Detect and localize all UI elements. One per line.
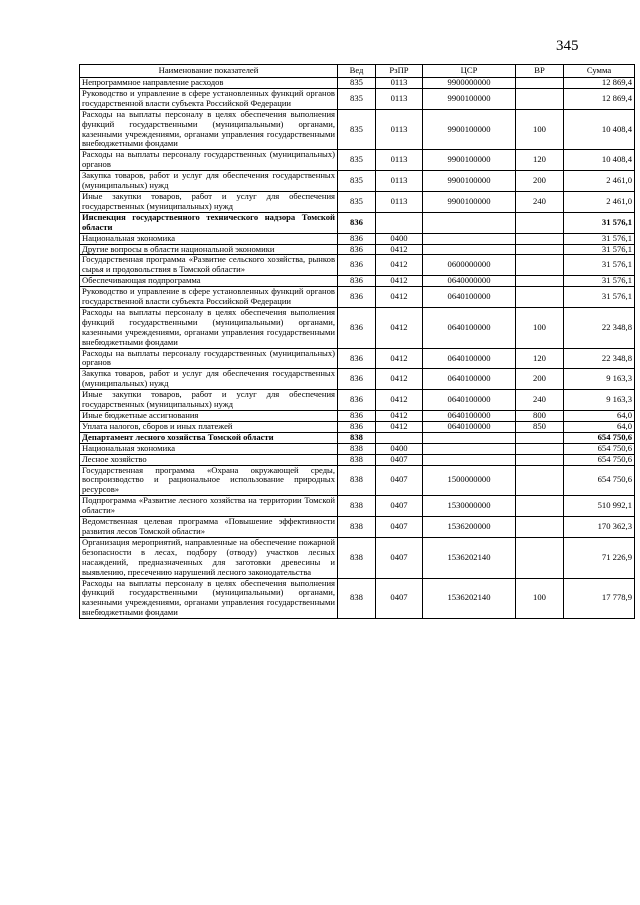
column-header-name: Наименование показателей — [80, 65, 338, 78]
cell-csr: 1536202140 — [423, 578, 516, 619]
column-header-vr: ВР — [516, 65, 564, 78]
cell-vr: 240 — [516, 390, 564, 411]
cell-vr — [516, 465, 564, 496]
cell-ved: 838 — [338, 443, 376, 454]
page-number: 345 — [556, 38, 579, 54]
cell-vr — [516, 212, 564, 233]
table-row — [80, 276, 635, 287]
table-row — [80, 348, 635, 369]
cell-ved: 835 — [338, 171, 376, 192]
cell-ved: 836 — [338, 233, 376, 244]
cell-vr — [516, 276, 564, 287]
cell-vr — [516, 255, 564, 276]
cell-ved: 836 — [338, 287, 376, 308]
table-row — [80, 421, 635, 432]
cell-rzpr: 0113 — [376, 78, 423, 89]
cell-csr: 9900100000 — [423, 88, 516, 109]
cell-vr: 200 — [516, 369, 564, 390]
cell-name: Иные закупки товаров, работ и услуг для обеспечения государственных (муниципальных) нужд — [80, 390, 338, 411]
cell-name: Национальная экономика — [80, 233, 338, 244]
cell-vr: 240 — [516, 191, 564, 212]
cell-vr — [516, 517, 564, 538]
cell-name: Другие вопросы в области национальной экономики — [80, 244, 338, 255]
cell-ved: 836 — [338, 421, 376, 432]
cell-ved: 836 — [338, 212, 376, 233]
cell-rzpr: 0412 — [376, 307, 423, 348]
cell-ved: 836 — [338, 276, 376, 287]
cell-rzpr: 0412 — [376, 411, 423, 422]
cell-sum: 2 461,0 — [564, 171, 635, 192]
cell-rzpr: 0407 — [376, 496, 423, 517]
cell-sum: 31 576,1 — [564, 233, 635, 244]
cell-sum: 31 576,1 — [564, 287, 635, 308]
cell-rzpr: 0407 — [376, 465, 423, 496]
cell-name: Департамент лесного хозяйства Томской области — [80, 432, 338, 443]
cell-name: Государственная программа «Охрана окружающей среды, воспроизводство и рациональное использование природных ресурсов» — [80, 465, 338, 496]
cell-sum: 31 576,1 — [564, 244, 635, 255]
cell-vr: 850 — [516, 421, 564, 432]
cell-csr: 9900000000 — [423, 78, 516, 89]
cell-ved: 838 — [338, 496, 376, 517]
table-row — [80, 454, 635, 465]
cell-csr: 0640100000 — [423, 369, 516, 390]
cell-csr — [423, 244, 516, 255]
cell-rzpr: 0113 — [376, 88, 423, 109]
cell-ved: 835 — [338, 78, 376, 89]
cell-ved: 835 — [338, 191, 376, 212]
cell-rzpr: 0113 — [376, 150, 423, 171]
cell-sum: 17 778,9 — [564, 578, 635, 619]
cell-name: Руководство и управление в сфере установленных функций органов государственной власти субъекта Российской Федерации — [80, 287, 338, 308]
cell-vr — [516, 496, 564, 517]
cell-rzpr — [376, 212, 423, 233]
table-row — [80, 255, 635, 276]
cell-rzpr: 0412 — [376, 276, 423, 287]
cell-name: Расходы на выплаты персоналу в целях обеспечения выполнения функций государственными (муниципальными) органами, казенными учреждениями, органами управления государственными внебюджетными фондами — [80, 109, 338, 150]
cell-csr: 0640100000 — [423, 348, 516, 369]
cell-name: Инспекция государственного технического надзора Томской области — [80, 212, 338, 233]
cell-ved: 836 — [338, 411, 376, 422]
table-row — [80, 88, 635, 109]
cell-csr: 0640100000 — [423, 287, 516, 308]
cell-rzpr: 0412 — [376, 255, 423, 276]
table-body — [80, 78, 635, 619]
cell-name: Руководство и управление в сфере установленных функций органов государственной власти субъекта Российской Федерации — [80, 88, 338, 109]
cell-rzpr: 0400 — [376, 443, 423, 454]
cell-vr — [516, 537, 564, 578]
cell-csr: 0640000000 — [423, 276, 516, 287]
cell-ved: 836 — [338, 244, 376, 255]
cell-sum: 31 576,1 — [564, 276, 635, 287]
cell-csr — [423, 212, 516, 233]
cell-sum: 654 750,6 — [564, 465, 635, 496]
cell-vr — [516, 78, 564, 89]
cell-name: Расходы на выплаты персоналу в целях обеспечения выполнения функций государственными (муниципальными) органами, казенными учреждениями, органами управления государственными внебюджетными фондами — [80, 307, 338, 348]
table-row — [80, 537, 635, 578]
table-row — [80, 191, 635, 212]
cell-sum: 170 362,3 — [564, 517, 635, 538]
cell-sum: 9 163,3 — [564, 369, 635, 390]
column-header-rzpr: РзПР — [376, 65, 423, 78]
cell-csr: 0640100000 — [423, 390, 516, 411]
cell-rzpr — [376, 432, 423, 443]
cell-sum: 10 408,4 — [564, 109, 635, 150]
cell-sum: 22 348,8 — [564, 348, 635, 369]
table-row — [80, 465, 635, 496]
table-row — [80, 369, 635, 390]
cell-rzpr: 0113 — [376, 191, 423, 212]
cell-sum: 654 750,6 — [564, 454, 635, 465]
cell-csr: 1536200000 — [423, 517, 516, 538]
cell-name: Расходы на выплаты персоналу государственных (муниципальных) органов — [80, 348, 338, 369]
cell-sum: 10 408,4 — [564, 150, 635, 171]
cell-name: Обеспечивающая подпрограмма — [80, 276, 338, 287]
cell-rzpr: 0412 — [376, 421, 423, 432]
cell-sum: 64,0 — [564, 421, 635, 432]
cell-ved: 836 — [338, 255, 376, 276]
cell-name: Иные закупки товаров, работ и услуг для обеспечения государственных (муниципальных) нужд — [80, 191, 338, 212]
cell-csr: 1536202140 — [423, 537, 516, 578]
cell-ved: 836 — [338, 369, 376, 390]
cell-vr — [516, 287, 564, 308]
cell-sum: 12 869,4 — [564, 78, 635, 89]
cell-ved: 835 — [338, 88, 376, 109]
cell-ved: 838 — [338, 537, 376, 578]
cell-vr: 200 — [516, 171, 564, 192]
cell-csr — [423, 432, 516, 443]
table-row — [80, 411, 635, 422]
cell-rzpr: 0407 — [376, 578, 423, 619]
cell-rzpr: 0412 — [376, 390, 423, 411]
cell-vr: 800 — [516, 411, 564, 422]
cell-sum: 654 750,6 — [564, 432, 635, 443]
cell-sum: 12 869,4 — [564, 88, 635, 109]
cell-ved: 836 — [338, 307, 376, 348]
budget-table — [79, 64, 635, 619]
cell-csr — [423, 233, 516, 244]
table-row — [80, 390, 635, 411]
cell-ved: 838 — [338, 578, 376, 619]
cell-csr: 9900100000 — [423, 171, 516, 192]
cell-vr: 100 — [516, 307, 564, 348]
table-row — [80, 212, 635, 233]
cell-rzpr: 0407 — [376, 454, 423, 465]
table-row — [80, 78, 635, 89]
cell-ved: 838 — [338, 432, 376, 443]
cell-vr — [516, 88, 564, 109]
cell-sum: 2 461,0 — [564, 191, 635, 212]
cell-rzpr: 0400 — [376, 233, 423, 244]
cell-name: Расходы на выплаты персоналу в целях обеспечения выполнения функций государственными (муниципальными) органами, казенными учреждениями, органами управления государственными внебюджетными фондами — [80, 578, 338, 619]
cell-ved: 835 — [338, 109, 376, 150]
cell-rzpr: 0412 — [376, 369, 423, 390]
cell-ved: 835 — [338, 150, 376, 171]
cell-ved: 838 — [338, 465, 376, 496]
cell-name: Иные бюджетные ассигнования — [80, 411, 338, 422]
cell-name: Подпрограмма «Развитие лесного хозяйства на территории Томской области» — [80, 496, 338, 517]
cell-sum: 31 576,1 — [564, 212, 635, 233]
column-header-ved: Вед — [338, 65, 376, 78]
cell-rzpr: 0407 — [376, 537, 423, 578]
table-row — [80, 233, 635, 244]
cell-sum: 64,0 — [564, 411, 635, 422]
cell-sum: 9 163,3 — [564, 390, 635, 411]
cell-name: Государственная программа «Развитие сельского хозяйства, рынков сырья и продовольствия в Томской области» — [80, 255, 338, 276]
table-row — [80, 443, 635, 454]
cell-name: Уплата налогов, сборов и иных платежей — [80, 421, 338, 432]
cell-csr: 0600000000 — [423, 255, 516, 276]
table-row — [80, 109, 635, 150]
column-header-csr: ЦСР — [423, 65, 516, 78]
cell-vr: 120 — [516, 150, 564, 171]
table-row — [80, 578, 635, 619]
cell-name: Непрограммное направление расходов — [80, 78, 338, 89]
cell-vr — [516, 443, 564, 454]
cell-csr: 0640100000 — [423, 421, 516, 432]
cell-name: Расходы на выплаты персоналу государственных (муниципальных) органов — [80, 150, 338, 171]
cell-sum: 510 992,1 — [564, 496, 635, 517]
table-row — [80, 287, 635, 308]
cell-rzpr: 0412 — [376, 244, 423, 255]
cell-csr — [423, 443, 516, 454]
cell-name: Ведомственная целевая программа «Повышение эффективности развития лесов Томской области» — [80, 517, 338, 538]
table-row — [80, 307, 635, 348]
cell-ved: 838 — [338, 517, 376, 538]
cell-name: Закупка товаров, работ и услуг для обеспечения государственных (муниципальных) нужд — [80, 171, 338, 192]
cell-ved: 838 — [338, 454, 376, 465]
cell-name: Национальная экономика — [80, 443, 338, 454]
table-row — [80, 171, 635, 192]
cell-vr: 120 — [516, 348, 564, 369]
cell-vr: 100 — [516, 109, 564, 150]
cell-rzpr: 0113 — [376, 171, 423, 192]
cell-rzpr: 0407 — [376, 517, 423, 538]
cell-csr: 1500000000 — [423, 465, 516, 496]
cell-csr: 9900100000 — [423, 109, 516, 150]
cell-vr — [516, 432, 564, 443]
cell-ved: 836 — [338, 390, 376, 411]
cell-name: Закупка товаров, работ и услуг для обеспечения государственных (муниципальных) нужд — [80, 369, 338, 390]
table-row — [80, 150, 635, 171]
table-header — [80, 65, 635, 78]
cell-name: Лесное хозяйство — [80, 454, 338, 465]
cell-sum: 31 576,1 — [564, 255, 635, 276]
cell-vr: 100 — [516, 578, 564, 619]
cell-sum: 654 750,6 — [564, 443, 635, 454]
cell-csr: 1530000000 — [423, 496, 516, 517]
cell-rzpr: 0412 — [376, 287, 423, 308]
cell-vr — [516, 454, 564, 465]
cell-rzpr: 0113 — [376, 109, 423, 150]
table-row — [80, 496, 635, 517]
table-row — [80, 517, 635, 538]
cell-csr: 9900100000 — [423, 191, 516, 212]
cell-vr — [516, 233, 564, 244]
cell-sum: 71 226,9 — [564, 537, 635, 578]
cell-ved: 836 — [338, 348, 376, 369]
table-row — [80, 432, 635, 443]
cell-csr: 9900100000 — [423, 150, 516, 171]
cell-csr: 0640100000 — [423, 411, 516, 422]
column-header-sum: Сумма — [564, 65, 635, 78]
cell-csr — [423, 454, 516, 465]
cell-sum: 22 348,8 — [564, 307, 635, 348]
table-row — [80, 244, 635, 255]
cell-name: Организация мероприятий, направленные на обеспечение пожарной безопасности в лесах, подбору (отводу) участков лесных насаждений, предназначенных для заготовки древесины и выявлению, пресечению нарушений лесного законодательства — [80, 537, 338, 578]
cell-rzpr: 0412 — [376, 348, 423, 369]
cell-vr — [516, 244, 564, 255]
cell-csr: 0640100000 — [423, 307, 516, 348]
